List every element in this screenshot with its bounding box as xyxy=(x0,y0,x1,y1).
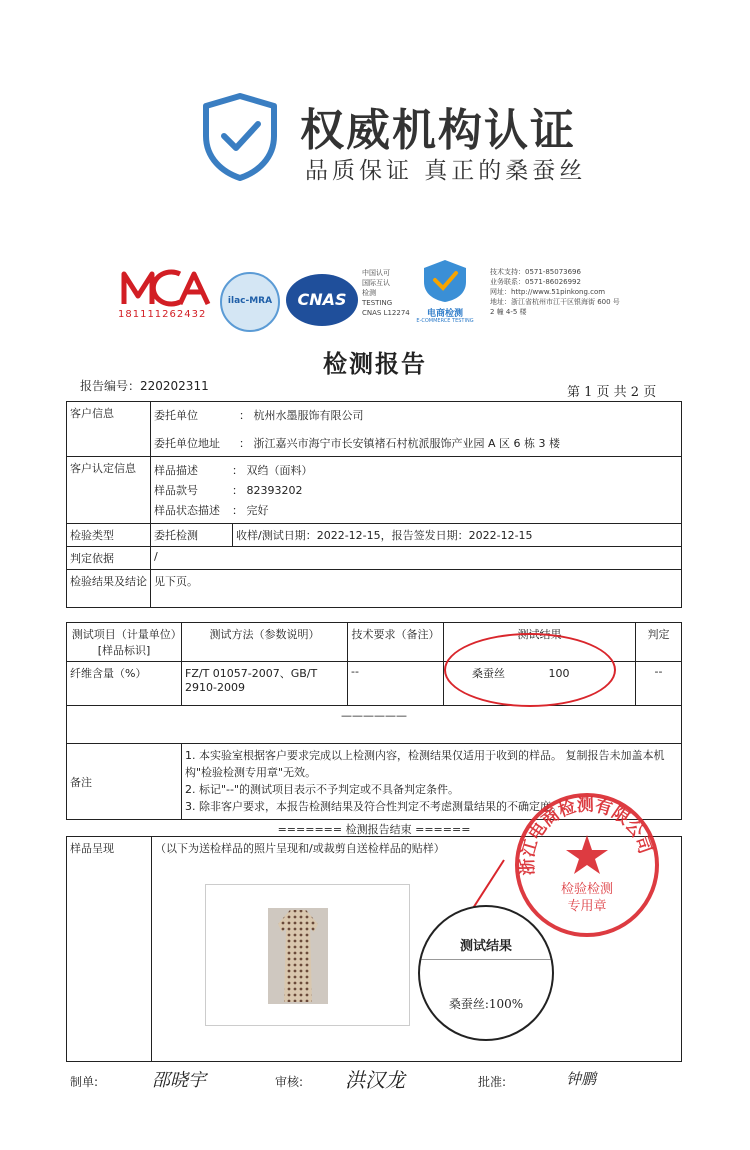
review-label: 审核: xyxy=(275,1075,304,1089)
conclusion-value: 见下页。 xyxy=(151,570,682,608)
cnas-line: 国际互认 xyxy=(362,279,390,287)
cnas-line: 检测 xyxy=(362,289,376,297)
shield-check-icon xyxy=(200,92,280,182)
header-method: 测试方法（参数说明） xyxy=(182,623,348,662)
confirm-label: 客户认定信息 xyxy=(67,457,151,524)
confirm-cell xyxy=(151,457,682,524)
ilac-logo xyxy=(220,272,280,332)
header-requirement: 技术要求（备注） xyxy=(348,623,444,662)
contact-line: 地址：浙江省杭州市江干区银海街 600 号 xyxy=(490,298,620,306)
contact-line: 2 幢 4-5 楼 xyxy=(490,308,527,316)
desc-value: ： 双绉（面料） xyxy=(232,464,313,477)
stamp-sub2: 专用章 xyxy=(567,899,607,914)
ilac-text: ilac-MRA xyxy=(227,296,273,306)
approve-signature: 钟鹏 xyxy=(566,1070,597,1088)
stamp-seal xyxy=(512,790,662,940)
stamp-text: 浙江电商检测有限公司 xyxy=(517,795,655,876)
maker-label: 制单: xyxy=(70,1075,99,1089)
row-item: 纤维含量（%） xyxy=(67,662,182,706)
zoom-divider xyxy=(420,959,552,960)
approve-label: 批准: xyxy=(478,1075,507,1089)
report-number: 报告编号：220202311 xyxy=(80,379,209,393)
basis-value: / xyxy=(151,547,682,570)
basis-label: 判定依据 xyxy=(67,547,151,570)
sample-label: 样品呈现 xyxy=(67,837,152,1062)
cma-number: 181111262432 xyxy=(118,309,207,320)
contact-line: 网址：http://www.51pinkong.com xyxy=(490,288,606,296)
cnas-cert-text xyxy=(362,268,412,318)
row-method: FZ/T 01057-2007、GB/T 2910-2009 xyxy=(182,662,348,706)
stamp-sub1: 检验检测 xyxy=(560,882,614,897)
cma-logo xyxy=(120,268,214,308)
desc-label: 样品描述 xyxy=(154,464,198,477)
state-value: ： 完好 xyxy=(232,504,269,517)
style-value: ： 82393202 xyxy=(232,484,303,497)
maker-signature: 邵晓宇 xyxy=(152,1070,206,1091)
ecommerce-label-en: E-COMMERCE TESTING xyxy=(416,318,474,324)
dress-photo xyxy=(268,908,328,1004)
style-label: 样品款号 xyxy=(154,484,198,497)
header-item: 测试项目（计量单位）[样品标识] xyxy=(67,623,182,662)
cnas-text: CNAS xyxy=(297,290,347,309)
page-indicator: 第 1 页 共 2 页 xyxy=(567,385,657,400)
result-zoom-callout xyxy=(418,905,554,1041)
result-highlight xyxy=(444,633,616,707)
address-value: ： 浙江嘉兴市海宁市长安镇褚石村杭派服饰产业园 A 区 6 栋 3 楼 xyxy=(239,437,560,450)
report-title: 检测报告 xyxy=(323,349,427,378)
sample-caption: （以下为送检样品的照片呈现和/或裁剪自送检样品的贴样） xyxy=(152,837,682,1062)
type-value: 委托检测 xyxy=(151,524,233,547)
contact-line: 技术支持：0571-85073696 xyxy=(490,268,581,276)
cnas-line: 中国认可 xyxy=(362,269,390,277)
zoom-title: 测试结果 xyxy=(459,939,512,954)
client-info-cell xyxy=(151,402,682,457)
client-subtable xyxy=(154,405,560,453)
state-label: 样品状态描述 xyxy=(154,504,220,517)
ecommerce-shield-icon xyxy=(420,258,470,304)
ecommerce-label: 电商检测 xyxy=(426,309,463,319)
type-label: 检验类型 xyxy=(67,524,151,547)
row-value: 100 xyxy=(548,667,570,680)
note-item: 3. 除非客户要求，本报告检测结果及符合性判定不考虑测量结果的不确定度。 xyxy=(185,800,562,813)
client-value: ： 杭州水墨服饰有限公司 xyxy=(239,409,364,422)
cnas-logo xyxy=(286,274,358,326)
contact-info xyxy=(490,267,640,317)
cnas-line: TESTING xyxy=(362,299,393,307)
zoom-result: 桑蚕丝:100% xyxy=(448,997,524,1011)
note-item: 1. 本实验室根据客户要求完成以上检测内容，检测结果仅适用于收到的样品。 复制报告未加盖本机构"检验检测专用章"无效。 xyxy=(185,749,665,779)
row-requirement: -- xyxy=(348,662,444,706)
page-subtitle: 品质保证 真正的桑蚕丝 xyxy=(305,158,587,184)
dates-value: 收样/测试日期：2022-12-15，报告签发日期：2022-12-15 xyxy=(233,524,682,547)
sample-subtable xyxy=(154,460,313,520)
client-label: 委托单位 xyxy=(154,409,198,422)
address-label: 委托单位地址 xyxy=(154,437,220,450)
row-fiber: 桑蚕丝 xyxy=(472,667,505,680)
page-title: 权威机构认证 xyxy=(300,105,576,156)
row-verdict: -- xyxy=(636,662,682,706)
contact-line: 业务联系：0571-86026992 xyxy=(490,278,581,286)
cnas-line: CNAS L12274 xyxy=(362,309,410,317)
client-info-label: 客户信息 xyxy=(67,402,151,457)
report-end-line: ======= 检测报告结束 ====== xyxy=(277,823,471,836)
header-verdict: 判定 xyxy=(636,623,682,662)
conclusion-label: 检验结果及结论 xyxy=(67,570,151,608)
notes-label: 备注 xyxy=(67,744,182,820)
review-signature: 洪汉龙 xyxy=(345,1068,405,1092)
note-item: 2. 标记"--"的测试项目表示不予判定或不具备判定条件。 xyxy=(185,783,460,796)
header-result: 测试结果 xyxy=(444,623,636,662)
divider-cell: —————— xyxy=(67,706,682,744)
info-table xyxy=(66,401,682,608)
